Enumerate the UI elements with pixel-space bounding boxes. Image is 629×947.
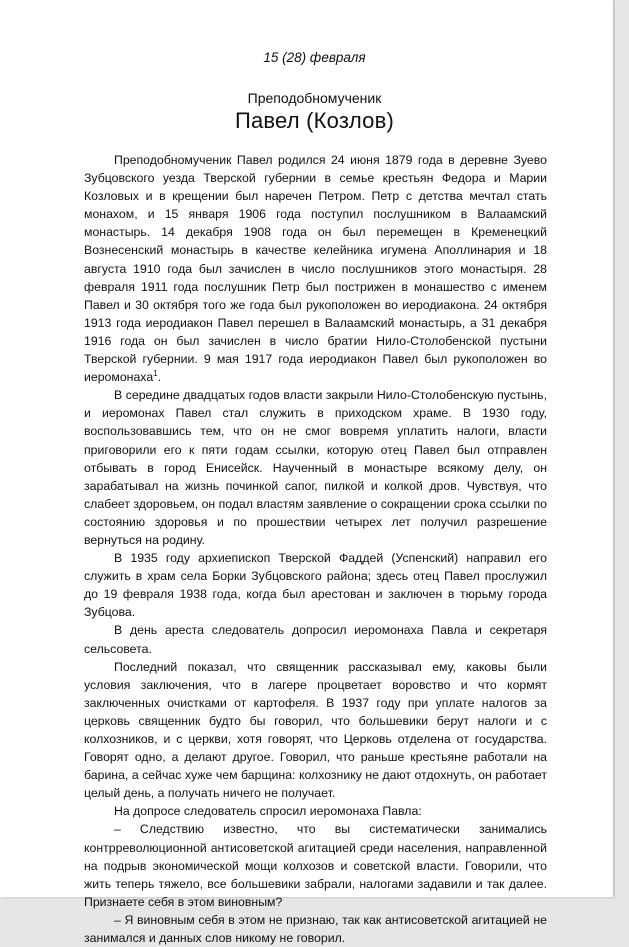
- paragraph: В середине двадцатых годов власти закрыли Нило-Столобенскую пустынь, и иеромонах Павел стал служить в приходском храме. В 1930 году, воспользовавшись тем, что он не смог вовремя уплатить налоги, власти приговорили его к пяти годам ссылки, которую отец Павел был отправлен отбывать в город Енисейск. Наученный в монастыре всякому делу, он зарабатывал на жизнь починкой сапог, пилкой и колкой дров. Чувствуя, что слабеет здоровьем, он подал властям заявление о сокращении срока ссылки по состоянию здоровья и по прошествии четырех лет получил разрешение вернуться на родину.: [84, 388, 547, 547]
- document-body: [84, 151, 547, 947]
- window-scrollbar[interactable]: [615, 0, 629, 897]
- paragraph: – Я виновным себя в этом не признаю, так как антисоветской агитацией не занимался и данных слов никому не говорил.: [84, 912, 547, 946]
- paragraph: На допросе следователь спросил иеромонаха Павла:: [114, 804, 422, 819]
- paragraph: В день ареста следователь допросил иеромонаха Павла и секретаря сельсовета.: [84, 623, 547, 656]
- paragraph: Последний показал, что священник рассказывал ему, каковы были условия заключения, что в лагере процветает воровство и что кормят заключенных очистками от картофеля. В 1937 году при уплате налогов за церковь священник будто бы говорил, что большевики берут налоги и с колхозников, и с церкви, хотя говорят, что Церковь отделена от государства. Говорят одно, а делают другое. Говорил, что раньше крестьяне работали на барина, а сейчас хуже чем барщина: колхознику не дают отдохнуть, он работает целый день, а получать ничего не получает.: [84, 659, 547, 801]
- footnote-marker[interactable]: 1: [153, 369, 158, 379]
- paragraph-text: Преподобномученик Павел родился 24 июня 1879 года в деревне Зуево Зубцовского уезда Тверской губернии в семье крестьян Федора и Марии Козловых и в крещении был наречен Петром. Петр с детства мечтал стать монахом, и 15 января 1906 года поступил послушником в Валаамский монастырь. 14 декабря 1908 года он был перемещен в Кременецкий Вознесенский монастырь в качестве келейника игумена Аполлинария и 18 августа 1910 года был зачислен в число послушников этого монастыря. 28 февраля 1911 года послушник Петр был пострижен в монашество с именем Павел и 30 октября того же года был рукоположен во иеродиакона. 24 октября 1913 года иеродиакон Павел перешел в Валаамский монастырь, а 31 декабря 1916 года он был зачислен в число братии Нило-Столобенской пустыни Тверской губернии. 9 мая 1917 года иеродиакон Павел был рукоположен во иеромонаха: [84, 153, 547, 385]
- saint-rank-subtitle: Преподобномученик: [247, 90, 382, 106]
- page-title: Павел (Козлов): [234, 108, 395, 133]
- paragraph: В 1935 году архиепископ Тверской Фаддей (Успенский) направил его служить в храм села Борки Зубцовского района; здесь отец Павел прослужил до 19 февраля 1938 года, когда был арестован и заключен в тюрьму города Зубцова.: [84, 551, 547, 620]
- paragraph: – Следствию известно, что вы систематически занимались контрреволюционной антисоветской агитацией среди населения, направленной на подрыв экономической мощи колхозов и советской власти. Говорили, что жить теперь тяжело, все большевики забрали, налогами задавили и так далее. Признаете себя в этом виновным?: [84, 822, 547, 909]
- date-heading: 15 (28) февраля: [263, 50, 366, 65]
- paragraph-end: .: [157, 370, 162, 385]
- paragraph: [84, 151, 547, 386]
